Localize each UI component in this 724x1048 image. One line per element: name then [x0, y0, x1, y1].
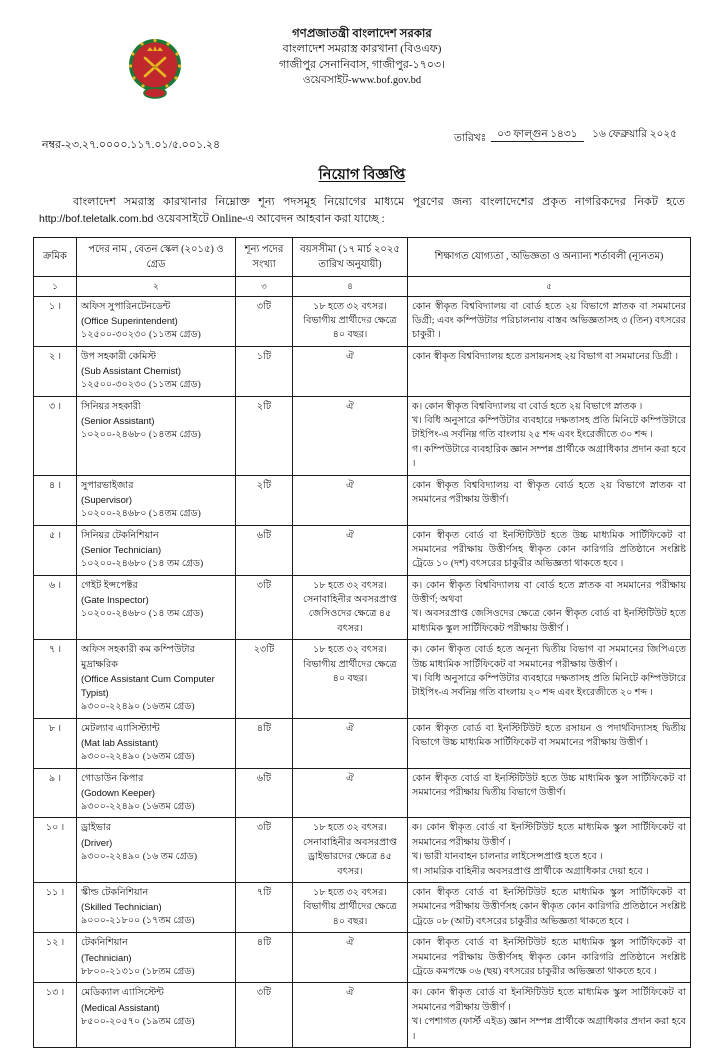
- post-name-english: (Office Superintendent): [81, 315, 178, 326]
- qualification-line: খ। পেশাগত (ফার্স্ট এইড) জ্ঞান সম্পন্ন প্রার্থীকে অগ্রাধিকার প্রদান করা হবে ।: [412, 1016, 686, 1042]
- qualification-line: গ। সামরিক বাহিনীর অবসরপ্রাপ্ত প্রার্থীকে অগ্রাধিকার দেয়া হবে ।: [412, 865, 649, 877]
- table-row: [34, 475, 691, 525]
- cell-qualification: [408, 346, 691, 396]
- date-stack: [491, 127, 683, 144]
- post-name-bengali: অফিস সুপারিনটেনডেন্ট: [81, 300, 171, 312]
- table-row: [34, 296, 691, 346]
- table-column-number-row: [34, 276, 691, 296]
- cell-serial: ১১ ।: [34, 882, 77, 932]
- post-name-english: (Office Assistant Cum Computer Typist): [81, 673, 215, 699]
- cell-post-name-and-scale: [77, 525, 236, 575]
- date-block: [454, 122, 683, 148]
- cell-age-limit: ঐ: [293, 933, 408, 983]
- qualification-line: ক। কোন স্বীকৃত বোর্ড বা ইনস্টিটিউট হতে মাধ্যমিক স্কুল সার্টিফিকেট বা সমমানের পরীক্ষায় উত্তীর্ণ ।: [412, 822, 686, 848]
- post-name-english: (Senior Technician): [81, 543, 162, 555]
- column-number-2: ২: [77, 276, 236, 296]
- qualification-line: কোন স্বীকৃত বোর্ড বা ইনস্টিটিউট হতে রসায়ন ও পদার্থবিদ্যাসহ দ্বিতীয় বিভাগে উচ্চ মাধ্যমিক সার্টিফিকেট বা সমমানের পরীক্ষায় উত্তীর্ণ ।: [412, 722, 686, 749]
- vacancy-table-body: [34, 296, 691, 1047]
- cell-vacancy-count: ১টি: [236, 346, 293, 396]
- date-bengali-calendar: ০৩ ফাল্গুন ১৪৩১: [491, 129, 583, 142]
- column-number-4: ৪: [293, 276, 408, 296]
- column-header-qualification: শিক্ষাগত যোগ্যতা , অভিজ্ঞতা ও অন্যান্য শর্তাবলী (ন্যূনতম): [408, 237, 691, 276]
- post-name-english: (Technician): [81, 951, 132, 963]
- application-url: http://bof.teletalk.com.bd: [39, 213, 154, 226]
- cell-post-name-and-scale: [77, 575, 236, 640]
- cell-age-limit: ১৮ হতে ৩২ বৎসর। বিভাগীয় প্রার্থীদের ক্ষেত্রে ৪০ বছর।: [293, 640, 408, 718]
- memo-number: নম্বর-২৩.২৭.০০০০.১১৭.০১/৫.০০১.২৪: [42, 139, 221, 151]
- cell-post-name-and-scale: [77, 983, 236, 1048]
- post-name-bengali: অফিস সহকারী কম কম্পিউটার মুদ্রাক্ষরিক: [81, 644, 195, 670]
- cell-qualification: [408, 525, 691, 575]
- qualification-line: ক। কোন স্বীকৃত বোর্ড বা ইনস্টিটিউট হতে মাধ্যমিক স্কুল সার্টিফিকেট বা সমমানের পরীক্ষায় উত্তীর্ণ ।: [412, 987, 686, 1013]
- cell-age-limit: ঐ: [293, 718, 408, 768]
- cell-vacancy-count: ৩টি: [236, 296, 293, 346]
- cell-serial: ৫ ।: [34, 525, 77, 575]
- cell-post-name-and-scale: [77, 768, 236, 818]
- post-name-bengali: সুপারভাইজার: [81, 479, 134, 491]
- cell-serial: ৪ ।: [34, 475, 77, 525]
- cell-age-limit: ঐ: [293, 768, 408, 818]
- cell-age-limit: ঐ: [293, 396, 408, 475]
- intro-text-part2: ওয়েবসাইটে Online-এ আবেদন আহবান করা যাচ্ছে :: [156, 213, 385, 226]
- post-name-bengali: ড্রাইভার: [81, 822, 112, 834]
- cell-serial: ৮ ।: [34, 718, 77, 768]
- cell-qualification: [408, 983, 691, 1048]
- column-number-5: ৫: [408, 276, 691, 296]
- cell-age-limit: ১৮ হতে ৩২ বৎসর। বিভাগীয় প্রার্থীদের ক্ষেত্রে ৪০ বছর।: [293, 296, 408, 346]
- qualification-line: কোন স্বীকৃত বিশ্ববিদ্যালয় বা বোর্ড হতে ২য় বিভাগে স্নাতক বা সমমানের ডিগ্রী; এবং কম্পিউটার পরিচালনায় বাস্তব অভিজ্ঞতাসহ ৩ (তিন) বৎসরের চাকুরী ।: [412, 300, 686, 341]
- post-name-english: (Medical Assistant): [81, 1001, 160, 1013]
- qualification-line: কোন স্বীকৃত বোর্ড বা ইনস্টিটিউট হতে মাধ্যমিক স্কুল সার্টিফিকেট বা সমমানের পরীক্ষায় উত্তীর্ণসহ কোন স্বীকৃত কোন কারিগরি প্রতিষ্ঠানে সংশ্লিষ্ট ট্রেডে ০৮ (আট) বৎসরের চাকুরীর অভিজ্ঞতা থাকতে হবে ।: [412, 886, 686, 927]
- post-name-bengali: গেইট ইন্সপেক্টর: [81, 579, 138, 591]
- post-name-english: (Mat lab Assistant): [81, 737, 159, 749]
- table-row: [34, 640, 691, 718]
- table-row: [34, 575, 691, 640]
- post-name-english: (Supervisor): [81, 494, 133, 506]
- cell-post-name-and-scale: [77, 640, 236, 718]
- qualification-line: খ। অবসরপ্রাপ্ত জেসিওদের ক্ষেত্রে কোন স্বীকৃত বোর্ড বা ইনস্টিটিউট হতে মাধ্যমিক স্কুল সার্টিফিকেট পরীক্ষায় উত্তীর্ণ ।: [412, 608, 686, 634]
- cell-serial: ৭ ।: [34, 640, 77, 718]
- cell-vacancy-count: ৩টি: [236, 818, 293, 883]
- cell-qualification: [408, 575, 691, 640]
- post-name-bengali: স্কীল্ড টেকনিশিয়ান: [81, 886, 149, 898]
- government-name: গণপ্রজাতন্ত্রী বাংলাদেশ সরকার: [292, 28, 432, 40]
- qualification-line: খ। বিধি অনুসারে কম্পিউটার ব্যবহারে দক্ষতাসহ প্রতি মিনিটে কম্পিউটারে টাইপিং-এ সর্বনিম্ন গতি বাংলায় ২৫ শব্দ এবং ইংরেজীতে ৩০ শব্দ ।: [412, 415, 686, 441]
- cell-qualification: [408, 475, 691, 525]
- cell-post-name-and-scale: [77, 346, 236, 396]
- introduction-paragraph: [39, 194, 685, 229]
- cell-age-limit: ১৮ হতে ৩২ বৎসর। বিভাগীয় প্রার্থীদের ক্ষেত্রে ৪০ বছর।: [293, 882, 408, 932]
- vacancy-table: [33, 237, 691, 1048]
- organization-name: বাংলাদেশ সমরাস্ত্র কারখানা (বিওএফ): [282, 43, 442, 56]
- column-number-1: ১: [34, 276, 77, 296]
- post-name-bengali: উপ সহকারী কেমিস্ট: [81, 350, 157, 362]
- table-row: [34, 983, 691, 1048]
- post-name-bengali: সিনিয়র সহকারী: [81, 400, 141, 412]
- organization-website: ওয়েবসাইট-www.bof.gov.bd: [302, 74, 422, 86]
- date-label: তারিখঃ: [454, 133, 487, 144]
- qualification-line: ক। কোন স্বীকৃত বোর্ড হতে অনূন্য দ্বিতীয় বিভাগ বা সমমানের জিপিএতে উচ্চ মাধ্যমিক সার্টিফিকেট বা সমমানের পরীক্ষায় উত্তীর্ণ ।: [412, 644, 686, 670]
- qualification-line: কোন স্বীকৃত বোর্ড বা ইনস্টিটিউট হতে উচ্চ মাধ্যমিক স্কুল সার্টিফিকেট বা সমমানের পরীক্ষায় দ্বিতীয় বিভাগে উত্তীর্ণ।: [412, 772, 686, 798]
- column-header-serial: ক্রমিক: [34, 237, 77, 276]
- cell-vacancy-count: ৪টি: [236, 933, 293, 983]
- cell-serial: ১৩ ।: [34, 983, 77, 1048]
- cell-serial: ১২ ।: [34, 933, 77, 983]
- table-row: [34, 882, 691, 932]
- cell-qualification: [408, 818, 691, 883]
- qualification-line: কোন স্বীকৃত বিশ্ববিদ্যালয় হতে রসায়নসহ ২য় বিভাগ বা সমমানের ডিগ্রী ।: [412, 350, 679, 362]
- cell-vacancy-count: ৬টি: [236, 768, 293, 818]
- post-name-english: (Godown Keeper): [81, 786, 155, 798]
- post-pay-scale: ৯৩০০-২২৪৯০ (১৬তম গ্রেড): [81, 751, 195, 763]
- cell-post-name-and-scale: [77, 475, 236, 525]
- post-pay-scale: ৯৩০০-২২৪৯০ (১৬ তম গ্রেড): [81, 850, 198, 862]
- post-name-english: (Sub Assistant Chemist): [81, 365, 182, 377]
- post-pay-scale: ৮৮০০-২১৩১০ (১৮তম গ্রেড): [81, 965, 195, 977]
- post-pay-scale: ৮৫০০-২০৫৭০ (১৯তম গ্রেড): [81, 1015, 195, 1027]
- cell-qualification: [408, 396, 691, 475]
- post-pay-scale: ৯০০০-২১৮০০ (১৭তম গ্রেড): [81, 915, 195, 927]
- qualification-line: খ। বিধি অনুসারে কম্পিউটার ব্যবহারে দক্ষতাসহ প্রতি মিনিটে কম্পিউটারে টাইপিং-এ সর্বনিম্ন গতি বাংলায় ২০ শব্দ এবং ইংরেজীতে ২০ শব্দ ।: [412, 673, 686, 699]
- post-name-english: (Gate Inspector): [81, 594, 149, 606]
- post-name-bengali: টেকনিশিয়ান: [81, 937, 128, 949]
- cell-vacancy-count: ২৩টি: [236, 640, 293, 718]
- cell-vacancy-count: ২টি: [236, 475, 293, 525]
- post-pay-scale: ১০২০০-২৪৬৮০ (১৪ তম গ্রেড): [81, 608, 204, 620]
- date-gregorian-calendar: ১৬ ফেব্রুয়ারি ২০২৫: [592, 128, 677, 140]
- cell-post-name-and-scale: [77, 396, 236, 475]
- post-pay-scale: ৯৩০০-২২৪৯০ (১৬তম গ্রেড): [81, 801, 195, 813]
- post-pay-scale: ১০২০০-২৪৬৮০ (১৪তম গ্রেড): [81, 429, 201, 441]
- column-header-age-limit: বয়সসীমা (১৭ মার্চ ২০২৫ তারিখ অনুযায়ী): [293, 237, 408, 276]
- table-row: [34, 396, 691, 475]
- table-row: [34, 768, 691, 818]
- post-pay-scale: ১০২০০-২৪৬৮০ (১৪তম গ্রেড): [81, 508, 201, 520]
- qualification-line: ক। কোন স্বীকৃত বিশ্ববিদ্যালয় বা বোর্ড হতে ২য় বিভাগে স্নাতক ।: [412, 400, 643, 412]
- cell-qualification: [408, 640, 691, 718]
- qualification-line: ক। কোন স্বীকৃত বিশ্ববিদ্যালয় বা বোর্ড হতে স্নাতক বা সমমানের পরীক্ষায় উত্তীর্ণ; অথবা: [412, 579, 686, 606]
- cell-qualification: [408, 718, 691, 768]
- column-header-vacancy: শূন্য পদের সংখ্যা: [236, 237, 293, 276]
- cell-qualification: [408, 933, 691, 983]
- cell-serial: ৩ ।: [34, 396, 77, 475]
- post-name-bengali: মেটল্যাব এ্যাসিস্ট্যান্ট: [81, 722, 160, 734]
- cell-age-limit: ঐ: [293, 475, 408, 525]
- table-header-row: [34, 237, 691, 276]
- cell-vacancy-count: ৩টি: [236, 983, 293, 1048]
- post-pay-scale: ১২৫০০-৩০২৩০ (১১তম গ্রেড): [81, 379, 201, 391]
- table-row: [34, 525, 691, 575]
- cell-age-limit: ১৮ হতে ৩২ বৎসর। সেনাবাহিনীর অবসরপ্রাপ্ত ড্রাইভারদের ক্ষেত্রে ৪৫ বৎসর।: [293, 818, 408, 883]
- intro-text-part1: বাংলাদেশ সমরাস্ত্র কারখানার নিম্নোক্ত শূন্য পদসমূহ নিয়োগের মাধ্যমে পূরণের জন্য বাংলাদেশের প্রকৃত নাগরিকদের নিকট হতে: [73, 196, 685, 208]
- bangladesh-ordnance-factories-emblem-icon: [126, 36, 184, 102]
- qualification-line: কোন স্বীকৃত বোর্ড বা ইনস্টিটিউট হতে উচ্চ মাধ্যমিক সার্টিফিকেট বা সমমানের পরীক্ষায় উত্তীর্ণসহ স্বীকৃত কোন কারিগরি প্রতিষ্ঠানে সংশ্লিষ্ট ট্রেডে ১০ (দশ) বৎসরের চাকুরীর অভিজ্ঞতা থাকতে হবে ।: [412, 529, 686, 570]
- cell-serial: ৯ ।: [34, 768, 77, 818]
- table-row: [34, 933, 691, 983]
- cell-serial: ১০ ।: [34, 818, 77, 883]
- post-pay-scale: ১২৫০০-৩০২৩০ (১১তম গ্রেড): [81, 329, 201, 341]
- post-name-bengali: মেডিক্যাল এ্যাসিস্টেন্ট: [81, 987, 164, 999]
- table-row: [34, 818, 691, 883]
- post-name-english: (Skilled Technician): [81, 901, 162, 913]
- cell-vacancy-count: ৪টি: [236, 718, 293, 768]
- qualification-line: কোন স্বীকৃত বিশ্ববিদ্যালয় বা স্বীকৃত বোর্ড হতে ২য় বিভাগে স্নাতক বা সমমানের পরীক্ষায় উত্তীর্ণ।: [412, 479, 686, 506]
- column-number-3: ৩: [236, 276, 293, 296]
- qualification-line: গ। কম্পিউটারে ব্যবহারিক জ্ঞান সম্পন্ন প্রার্থীকে অগ্রাধিকার প্রদান করা হবে ।: [412, 443, 686, 470]
- post-name-english: (Senior Assistant): [81, 415, 155, 427]
- cell-post-name-and-scale: [77, 296, 236, 346]
- post-name-english: (Driver): [81, 836, 113, 848]
- cell-age-limit: ১৮ হতে ৩২ বৎসর। সেনাবাহিনীর অবসরপ্রাপ্ত জেসিওদের ক্ষেত্রে ৪৫ বৎসর।: [293, 575, 408, 640]
- qualification-line: কোন স্বীকৃত বোর্ড বা ইনস্টিটিউট হতে মাধ্যমিক স্কুল সার্টিফিকেট বা সমমানের পরীক্ষায় উত্তীর্ণসহ স্বীকৃত কোন কারিগরি প্রতিষ্ঠানে সংশ্লিষ্ট ট্রেডে কমপক্ষে ০৬ (ছয়) বৎসরের চাকুরীর অভিজ্ঞতা থাকতে হবে ।: [412, 937, 686, 977]
- document-header: [33, 26, 691, 112]
- column-header-post: পদের নাম , বেতন স্কেল (২০১৫) ও গ্রেড: [77, 237, 236, 276]
- cell-vacancy-count: ৭টি: [236, 882, 293, 932]
- post-name-bengali: গোডাউন কিপার: [81, 772, 144, 784]
- table-row: [34, 346, 691, 396]
- cell-post-name-and-scale: [77, 882, 236, 932]
- cell-post-name-and-scale: [77, 818, 236, 883]
- post-name-bengali: সিনিয়র টেকনিশিয়ান: [81, 529, 159, 541]
- cell-serial: ১ ।: [34, 296, 77, 346]
- cell-age-limit: ঐ: [293, 525, 408, 575]
- post-pay-scale: ১০২০০-২৪৬৮০ (১৪ তম গ্রেড): [81, 558, 204, 570]
- cell-post-name-and-scale: [77, 718, 236, 768]
- memo-and-date-row: [33, 122, 691, 162]
- cell-qualification: [408, 768, 691, 818]
- qualification-line: খ। ভারী যানবাহন চালনার লাইসেন্সপ্রাপ্ত হতে হবে ।: [412, 851, 603, 863]
- cell-vacancy-count: ২টি: [236, 396, 293, 475]
- cell-age-limit: ঐ: [293, 983, 408, 1048]
- cell-qualification: [408, 296, 691, 346]
- cell-serial: ২ ।: [34, 346, 77, 396]
- cell-post-name-and-scale: [77, 933, 236, 983]
- cell-vacancy-count: ৬টি: [236, 525, 293, 575]
- post-pay-scale: ৯৩০০-২২৪৯০ (১৬তম গ্রেড): [81, 701, 195, 713]
- cell-serial: ৬ ।: [34, 575, 77, 640]
- vacancy-table-header: [34, 237, 691, 296]
- table-row: [34, 718, 691, 768]
- cell-vacancy-count: ৩টি: [236, 575, 293, 640]
- cell-qualification: [408, 882, 691, 932]
- organization-address: গাজীপুর সেনানিবাস, গাজীপুর-১৭০৩।: [278, 58, 446, 71]
- page-title: নিয়োগ বিজ্ঞপ্তি: [318, 167, 406, 183]
- cell-age-limit: ঐ: [293, 346, 408, 396]
